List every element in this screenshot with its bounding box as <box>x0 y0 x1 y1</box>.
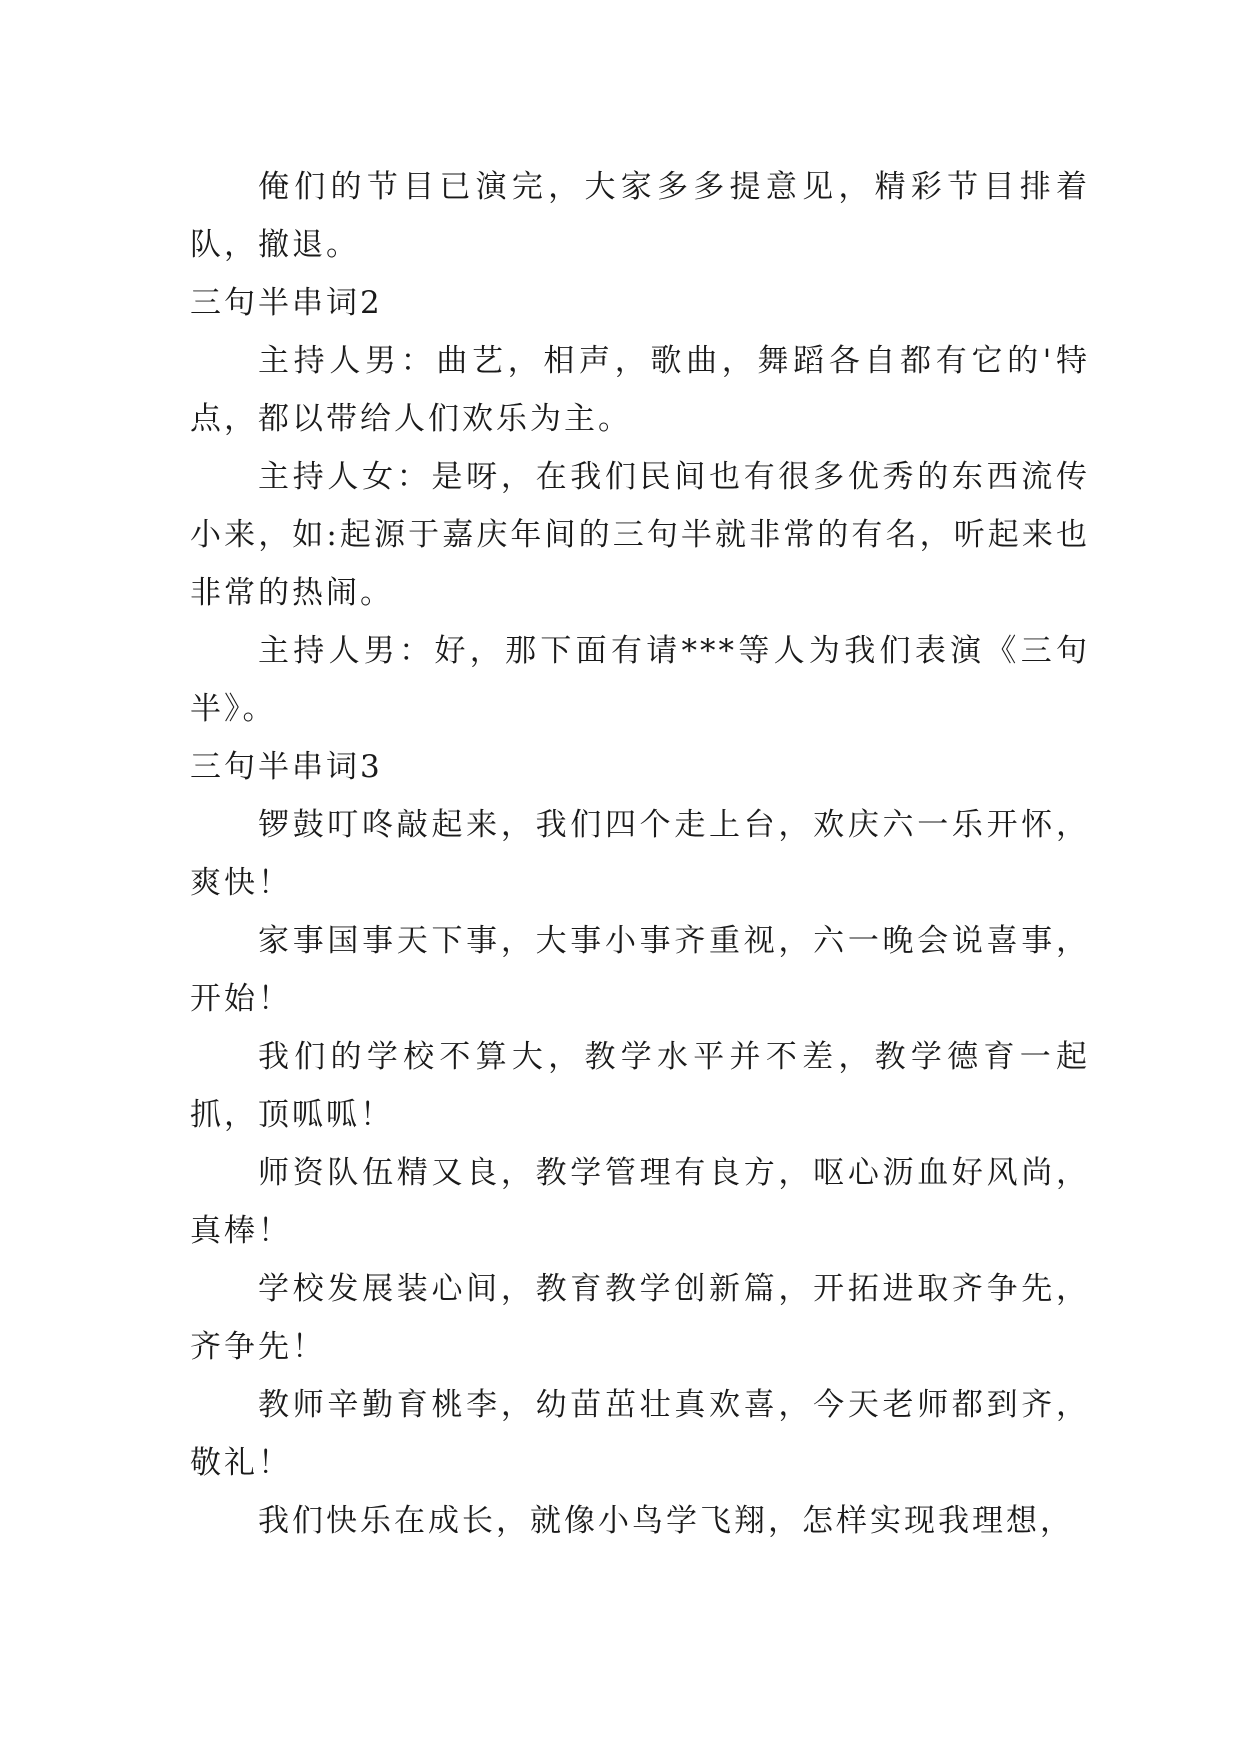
paragraph: 我们的学校不算大，教学水平并不差，教学德育一起抓，顶呱呱！ <box>190 1039 1090 1133</box>
document-body <box>190 158 1090 1550</box>
paragraph: 主持人男：好，那下面有请***等人为我们表演《三句半》。 <box>190 633 1090 727</box>
paragraph: 主持人女：是呀，在我们民间也有很多优秀的东西流传小来，如:起源于嘉庆年间的三句半就非常的有名，听起来也非常的热闹。 <box>190 459 1090 611</box>
section-heading: 三句半串词2 <box>190 285 383 321</box>
paragraph: 学校发展装心间，教育教学创新篇，开拓进取齐争先，齐争先！ <box>190 1271 1090 1365</box>
paragraph: 我们快乐在成长，就像小鸟学飞翔，怎样实现我理想， <box>258 1503 1074 1539</box>
section-heading: 三句半串词3 <box>190 749 383 785</box>
paragraph: 师资队伍精又良，教学管理有良方，呕心沥血好风尚，真棒！ <box>190 1155 1090 1249</box>
paragraph: 主持人男：曲艺，相声，歌曲，舞蹈各自都有它的'特点，都以带给人们欢乐为主。 <box>190 343 1090 437</box>
paragraph: 家事国事天下事，大事小事齐重视，六一晚会说喜事，开始！ <box>190 923 1090 1017</box>
paragraph: 锣鼓叮咚敲起来，我们四个走上台，欢庆六一乐开怀，爽快！ <box>190 807 1090 901</box>
paragraph: 俺们的节目已演完，大家多多提意见，精彩节目排着队，撤退。 <box>190 169 1090 263</box>
paragraph: 教师辛勤育桃李，幼苗茁壮真欢喜，今天老师都到齐，敬礼！ <box>190 1387 1090 1481</box>
